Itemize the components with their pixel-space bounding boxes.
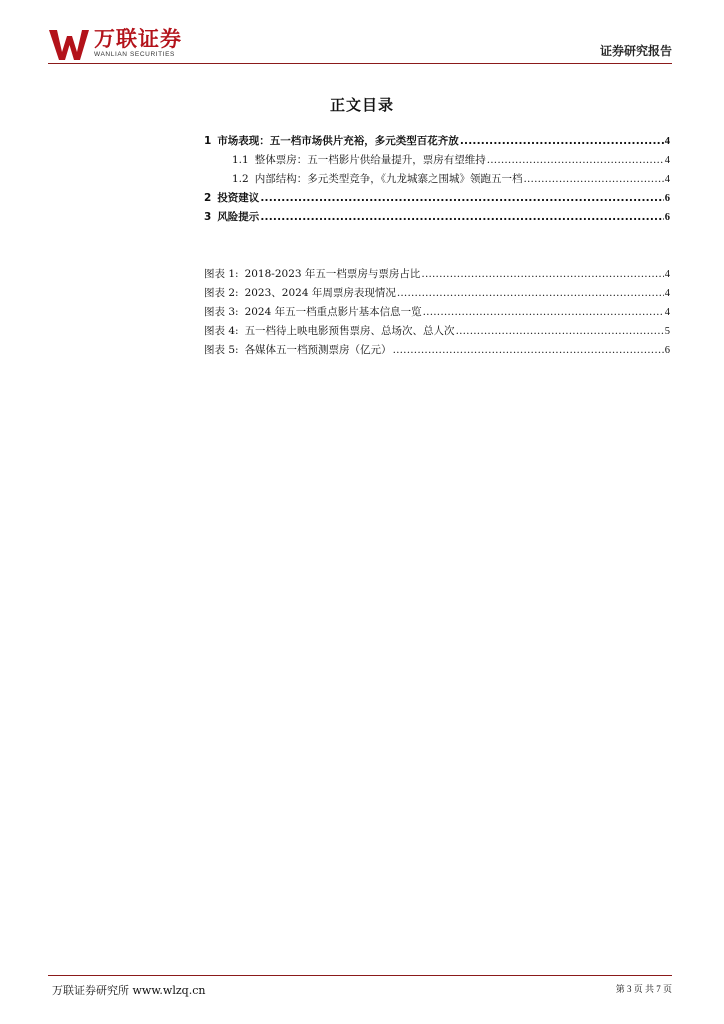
report-type-label: 证券研究报告 (599, 44, 672, 58)
toc-item-number: 2 (204, 192, 212, 204)
dot-leader (260, 210, 663, 224)
company-logo (48, 28, 182, 62)
figure-item-page: 4 (664, 288, 670, 299)
figure-item-label: 各媒体五一档预测票房（亿元） (244, 344, 392, 356)
figure-item-number: 图表 3: (204, 306, 239, 318)
figure-item-label: 2024 年五一档重点影片基本信息一览 (244, 306, 422, 318)
toc-item[interactable] (204, 134, 670, 148)
toc-item-page: 6 (664, 193, 670, 204)
toc-title: 正文目录 (329, 96, 394, 114)
toc-item-page: 4 (664, 136, 670, 147)
figure-item-number: 图表 2: (204, 287, 239, 299)
figure-item-page: 4 (664, 269, 670, 280)
toc-item-number: 1.2 (232, 173, 249, 185)
dot-leader (487, 153, 664, 167)
toc-item-page: 4 (664, 174, 670, 185)
figure-item-page: 5 (664, 326, 670, 337)
toc-item-number: 1 (204, 135, 212, 147)
logo-english-name: WANLIAN SECURITIES (94, 51, 175, 58)
toc-item-label: 市场表现：五一档市场供片充裕，多元类型百花齐放 (217, 135, 459, 147)
toc-item-label: 整体票房：五一档影片供给量提升，票房有望维持 (254, 154, 486, 166)
toc-item-label: 内部结构：多元类型竞争，《九龙城寨之围城》领跑五一档 (254, 173, 523, 185)
figure-item[interactable] (204, 286, 670, 300)
toc-item-number: 3 (204, 211, 212, 223)
figure-item-number: 图表 5: (204, 344, 239, 356)
toc-item[interactable] (204, 191, 670, 205)
figure-item-label: 五一档待上映电影预售票房、总场次、总人次 (244, 325, 455, 337)
dot-leader (423, 305, 664, 319)
dot-leader (393, 343, 664, 357)
toc-item[interactable] (232, 172, 670, 186)
logo-chinese-name: 万联证券 (94, 27, 182, 51)
toc-item-page: 4 (664, 155, 670, 166)
figure-item-label: 2023、2024 年周票房表现情况 (244, 287, 396, 299)
figure-item[interactable] (204, 267, 670, 281)
figure-item-label: 2018-2023 年五一档票房与票房占比 (244, 268, 421, 280)
figure-item[interactable] (204, 305, 670, 319)
page-number: 第 3 页 共 7 页 (615, 984, 672, 994)
figure-item-number: 图表 1: (204, 268, 239, 280)
dot-leader (456, 324, 664, 338)
toc-item-label: 风险提示 (217, 211, 260, 223)
figure-item-page: 4 (664, 307, 670, 318)
figure-item-number: 图表 4: (204, 325, 239, 337)
toc-item-label: 投资建议 (217, 192, 260, 204)
figure-item[interactable] (204, 343, 670, 357)
footer-source: 万联证券研究所 www.wlzq.cn (52, 984, 206, 997)
toc-item-number: 1.1 (232, 154, 249, 166)
dot-leader (460, 134, 664, 148)
dot-leader (397, 286, 664, 300)
toc-item[interactable] (204, 210, 670, 224)
dot-leader (260, 191, 663, 205)
toc-item-page: 6 (664, 212, 670, 223)
figure-item-page: 6 (664, 345, 670, 356)
page-header (48, 28, 672, 64)
page-footer (48, 975, 672, 997)
dot-leader (523, 172, 663, 186)
wanlian-logo-icon (48, 28, 90, 62)
toc-item[interactable] (232, 153, 670, 167)
dot-leader (421, 267, 663, 281)
figure-item[interactable] (204, 324, 670, 338)
